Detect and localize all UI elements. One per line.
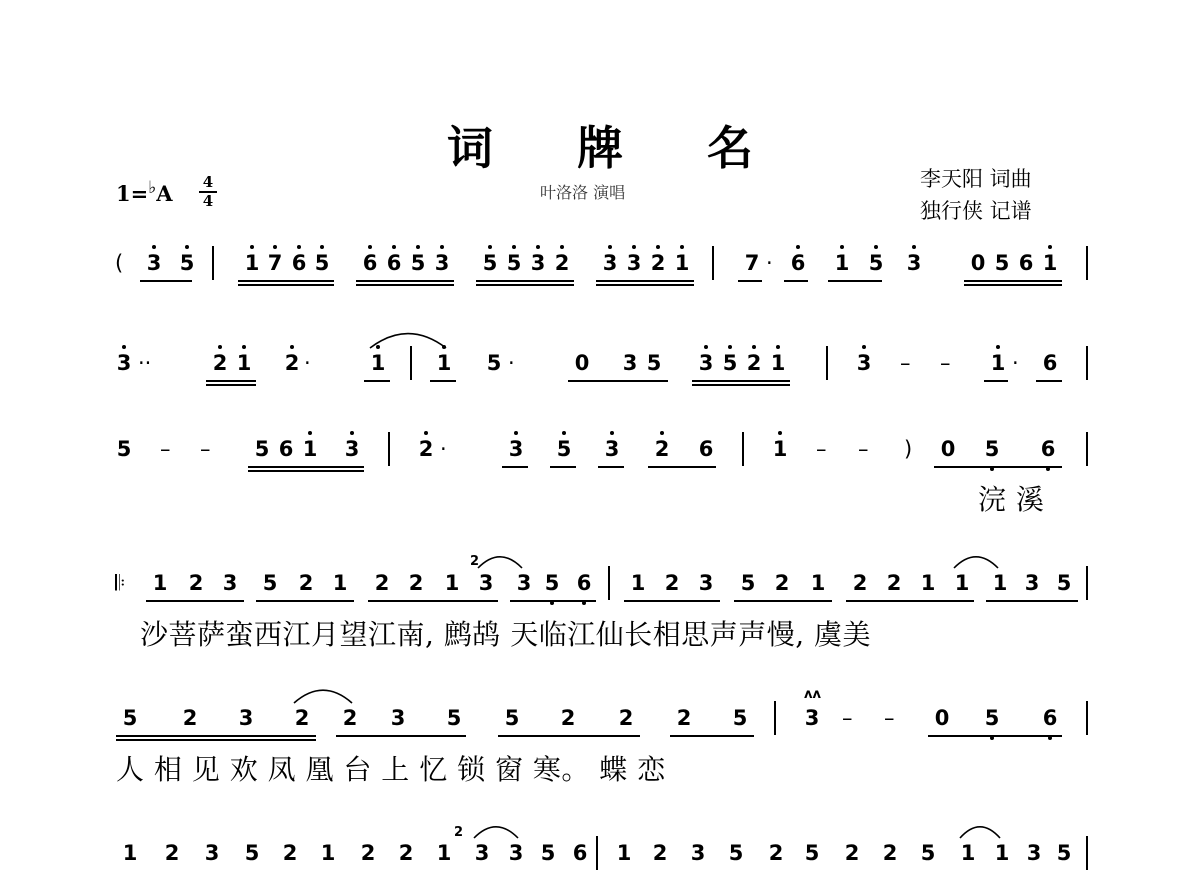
note: 1 <box>1038 250 1062 276</box>
note: 2 <box>298 571 314 595</box>
note: 6 <box>572 841 588 865</box>
note: 1 <box>444 571 460 595</box>
ornament-mark: 2 <box>454 825 464 840</box>
note: 2 <box>882 841 898 865</box>
note: 6 <box>698 437 714 461</box>
note: 5 <box>122 706 138 730</box>
singer-credit: 叶洛洛 演唱 <box>540 183 626 202</box>
note: 1 <box>122 841 138 865</box>
time-signature-top: 4 <box>202 173 214 191</box>
note: 5 <box>980 705 1004 731</box>
note: 1 <box>232 350 256 376</box>
time-signature-bottom: 4 <box>202 192 214 210</box>
note: 0 <box>940 437 956 461</box>
notation-symbol: – <box>884 706 895 730</box>
notation-symbol: – <box>160 437 171 461</box>
note: 1 <box>366 350 390 376</box>
note: 2 <box>646 250 670 276</box>
note: 2 <box>886 571 902 595</box>
note: 3 <box>598 250 622 276</box>
lyrics-music-credit: 李天阳 词曲 <box>920 167 1032 191</box>
notation-symbol: · <box>304 351 311 375</box>
note: 3 <box>622 351 638 375</box>
note: 7 <box>744 251 760 275</box>
note: 3 <box>804 706 820 730</box>
note: 3 <box>504 436 528 462</box>
note: 2 <box>342 706 358 730</box>
note: 2 <box>618 706 634 730</box>
note: 5 <box>804 841 820 865</box>
tie-arc <box>960 827 1000 838</box>
note: 2 <box>560 706 576 730</box>
note: 2 <box>650 436 674 462</box>
note: 3 <box>698 571 714 595</box>
notation-symbol: – <box>200 437 211 461</box>
note: 2 <box>374 571 390 595</box>
note: 5 <box>406 250 430 276</box>
note: 1 <box>436 841 452 865</box>
lyrics-line: 人 相 见 欢 凤 凰 台 上 忆 锁 窗 寒。 蝶 恋 <box>116 753 666 786</box>
tie-arc <box>474 827 518 838</box>
note: 5 <box>478 250 502 276</box>
note: 1 <box>810 571 826 595</box>
note: 0 <box>970 251 986 275</box>
note: 5 <box>116 437 132 461</box>
note: 1 <box>240 250 264 276</box>
note: 2 <box>768 841 784 865</box>
note: 5 <box>980 436 1004 462</box>
key-note: A <box>156 181 173 206</box>
note: 1 <box>920 571 936 595</box>
note: 5 <box>244 841 260 865</box>
note: 2 <box>282 841 298 865</box>
note: 5 <box>262 571 278 595</box>
note: 2 <box>774 571 790 595</box>
note: 5 <box>254 437 270 461</box>
key-prefix: 1= <box>116 181 149 206</box>
note: 5 <box>552 436 576 462</box>
notation-symbol: – <box>842 706 853 730</box>
note: 3 <box>902 250 926 276</box>
page-title: 词 牌 名 <box>446 121 788 175</box>
note: 3 <box>1024 571 1040 595</box>
note: 5 <box>540 841 556 865</box>
note: 5 <box>1056 571 1072 595</box>
notation-symbol: 𝄆 <box>115 571 126 595</box>
note: 2 <box>164 841 180 865</box>
note: 5 <box>540 570 564 596</box>
notation-symbol: · <box>766 251 773 275</box>
lyrics-line: 沙菩萨蛮西江月望江南, 鹧鸪 天临江仙长相思声声慢, 虞美 <box>140 618 872 651</box>
tie-arc <box>954 557 998 568</box>
note: 1 <box>630 571 646 595</box>
note: 5 <box>1056 841 1072 865</box>
tie-arc <box>294 690 352 703</box>
note: 3 <box>478 571 494 595</box>
notation-symbol: – <box>816 437 827 461</box>
note: 1 <box>992 571 1008 595</box>
note: 3 <box>238 706 254 730</box>
note: 3 <box>622 250 646 276</box>
notation-symbol: · <box>1012 351 1019 375</box>
note: 5 <box>502 250 526 276</box>
note: 0 <box>574 351 590 375</box>
note: 3 <box>526 250 550 276</box>
note: 6 <box>572 570 596 596</box>
note: 5 <box>920 841 936 865</box>
note: 3 <box>1026 841 1042 865</box>
note: 2 <box>676 706 692 730</box>
note: 5 <box>175 250 199 276</box>
note: 5 <box>728 841 744 865</box>
notation-symbol: ( <box>115 251 124 275</box>
note: 1 <box>960 841 976 865</box>
note: 2 <box>188 571 204 595</box>
note: 5 <box>864 250 888 276</box>
note: 1 <box>994 841 1010 865</box>
note: 3 <box>390 706 406 730</box>
note: 6 <box>278 437 294 461</box>
note: 2 <box>414 436 438 462</box>
note: 2 <box>664 571 680 595</box>
transcriber-credit: 独行侠 记谱 <box>920 199 1032 223</box>
note: 2 <box>652 841 668 865</box>
notation-symbol: – <box>858 437 869 461</box>
note: 1 <box>432 350 456 376</box>
note: 6 <box>1042 351 1058 375</box>
note: 1 <box>670 250 694 276</box>
note: 6 <box>1018 251 1034 275</box>
note: 3 <box>508 841 524 865</box>
note: 3 <box>600 436 624 462</box>
note: 0 <box>934 706 950 730</box>
note: 6 <box>382 250 406 276</box>
note: 2 <box>182 706 198 730</box>
notation-symbol: · <box>440 437 447 461</box>
note: 1 <box>768 436 792 462</box>
note: 6 <box>358 250 382 276</box>
note: 3 <box>430 250 454 276</box>
note: 1 <box>320 841 336 865</box>
note: 3 <box>474 841 490 865</box>
notation-symbol: ·· <box>138 351 152 375</box>
note: 5 <box>310 250 334 276</box>
notation-symbol: – <box>940 351 951 375</box>
note: 1 <box>298 436 322 462</box>
note: 6 <box>1038 705 1062 731</box>
lyrics-line: 浣 溪 <box>978 483 1045 516</box>
note: 5 <box>740 571 756 595</box>
ornament-mark: 2 <box>470 554 480 569</box>
note: 1 <box>986 350 1010 376</box>
note: 6 <box>287 250 311 276</box>
note: 2 <box>852 571 868 595</box>
note: 3 <box>340 436 364 462</box>
ornament-mark: ʌʌ <box>804 687 821 702</box>
note: 3 <box>222 571 238 595</box>
note: 5 <box>446 706 462 730</box>
note: 2 <box>208 350 232 376</box>
note: 5 <box>718 350 742 376</box>
note: 3 <box>694 350 718 376</box>
tie-arc <box>478 557 522 568</box>
note: 6 <box>786 250 810 276</box>
note: 5 <box>732 706 748 730</box>
note: 1 <box>152 571 168 595</box>
note: 5 <box>994 251 1010 275</box>
note: 6 <box>1036 436 1060 462</box>
note: 5 <box>646 351 662 375</box>
note: 3 <box>112 350 136 376</box>
note: 5 <box>504 706 520 730</box>
note: 2 <box>398 841 414 865</box>
flat-icon: ♭ <box>148 178 157 198</box>
note: 2 <box>408 571 424 595</box>
note: 5 <box>486 351 502 375</box>
note: 2 <box>742 350 766 376</box>
note: 1 <box>332 571 348 595</box>
notation-symbol: – <box>900 351 911 375</box>
note: 3 <box>204 841 220 865</box>
note: 2 <box>844 841 860 865</box>
note: 2 <box>360 841 376 865</box>
note: 1 <box>616 841 632 865</box>
note: 1 <box>830 250 854 276</box>
note: 2 <box>294 706 310 730</box>
note: 3 <box>852 350 876 376</box>
note: 1 <box>954 571 970 595</box>
note: 2 <box>550 250 574 276</box>
note: 3 <box>142 250 166 276</box>
note: 1 <box>766 350 790 376</box>
note: 3 <box>690 841 706 865</box>
note: 7 <box>263 250 287 276</box>
note: 2 <box>280 350 304 376</box>
notation-symbol: · <box>508 351 515 375</box>
notation-symbol: ) <box>904 437 913 461</box>
tie-arc <box>370 334 446 348</box>
note: 3 <box>516 571 532 595</box>
